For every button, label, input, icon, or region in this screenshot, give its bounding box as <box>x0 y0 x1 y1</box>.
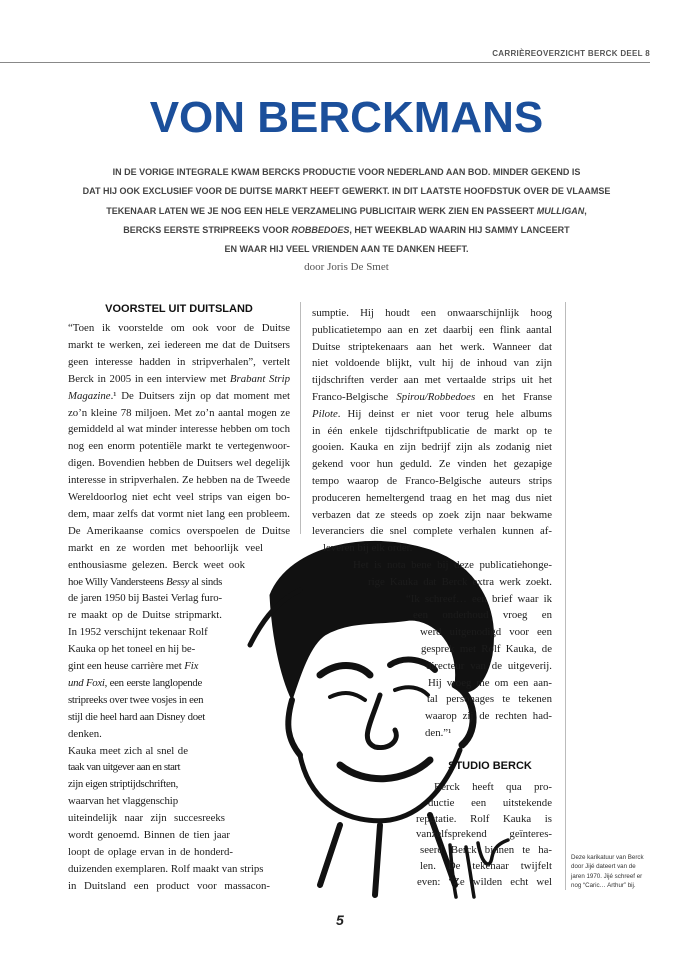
nose <box>367 695 396 748</box>
body-line <box>68 489 290 506</box>
body-line <box>312 439 552 456</box>
body-line <box>68 354 290 371</box>
body-line <box>68 455 290 472</box>
body-line <box>68 709 205 726</box>
body-line <box>68 658 197 675</box>
text-run: sumptie. Hij houdt een onwaarschijnlijk hoog <box>312 307 552 319</box>
body-line <box>68 421 290 438</box>
text-run: “Toen ik voorstelde om ook voor de Duitse <box>68 322 290 334</box>
page-title <box>0 92 693 144</box>
text-run: Duitse striptekenaars aan het werk. Wanneer dat <box>312 340 552 353</box>
body-line <box>426 658 552 675</box>
body-line <box>68 624 207 641</box>
text-run: wordt genoemd. Binnen de tien jaar <box>68 829 230 841</box>
text-run: stijl die heel hard aan Disney doet <box>68 710 205 723</box>
body-line <box>68 692 203 709</box>
text-run: markt te werken, zei iedereen me dat de Duitsers <box>68 338 290 351</box>
text-run: De Amerikaanse comics overspoelen de Duitse <box>68 524 290 537</box>
text-run: stripreeks over twee vosjes in een <box>68 693 204 706</box>
text-run: Franco-Belgische <box>312 391 397 403</box>
body-line <box>312 423 552 440</box>
text-run: rige Kauka dat Berck extra werk zoekt. <box>368 575 552 588</box>
text-run: “Ik schreef… een brief waar ik <box>406 592 552 605</box>
text-run: TEKENAAR LATEN WE JE NOG EEN HELE VERZAMELING PUBLICITAIR WERK ZIEN EN PASSEERT <box>106 205 537 216</box>
text-run: tijdschriften verder aan met vertaalde strips uit het <box>312 374 552 387</box>
body-line <box>312 490 552 507</box>
italic-title: Pilote <box>312 407 338 420</box>
body-line <box>68 337 290 354</box>
text-run: denken. <box>68 727 102 740</box>
text-run: nog een enorm potentiële markt te vertegenwoor- <box>68 440 290 453</box>
body-line <box>68 810 225 827</box>
body-line <box>417 874 552 891</box>
caption-line: jaren 1970. Jijé schreef er <box>571 872 643 880</box>
body-line <box>68 320 290 337</box>
italic-title: Magazine <box>68 389 111 402</box>
body-line <box>312 507 552 524</box>
hair-strand <box>288 700 300 755</box>
body-line <box>353 557 552 574</box>
text-run: werd uitgenodigd voor een <box>420 626 552 639</box>
text-run: DAT HIJ OOK EXCLUSIEF VOOR DE DUITSE MARKT HEEFT GEWERKT. IN DIT LAATSTE HOOFDSTUK OVER DE VLAAMSE <box>82 186 611 197</box>
section-heading-voorstel <box>68 303 290 315</box>
intro-line <box>0 182 693 201</box>
italic-title: Spirou/Robbedoes <box>396 391 476 403</box>
body-line <box>68 371 290 388</box>
body-line <box>312 339 552 356</box>
body-line <box>416 826 552 843</box>
text-run: en het Franse <box>475 391 553 403</box>
body-line <box>68 726 200 743</box>
italic-title: ROBBEDOES <box>291 224 350 235</box>
text-run: taak van uitgever aan en start <box>68 761 180 774</box>
text-run: geen interesse hadden in stripverhalen”, vertelt <box>68 355 290 368</box>
text-run: Hij vroeg me om een aan- <box>428 676 552 689</box>
body-line <box>312 305 552 322</box>
text-run: tempo waarop de Franco-Belgische auteurs strips <box>312 475 552 487</box>
text-run: een onderhoud vroeg en <box>413 609 552 622</box>
page-number: 5 <box>336 912 344 928</box>
body-line <box>428 795 552 812</box>
text-run: enthousiasme gelezen. Berck weet ook <box>68 558 245 571</box>
body-line <box>420 842 552 859</box>
text-run: uiteindelijk naar zijn succesreeks <box>68 812 225 825</box>
brow <box>320 666 370 675</box>
text-run: In 1952 verschijnt tekenaar Rolf <box>68 626 208 639</box>
text-run: BERCKS EERSTE STRIPREEKS VOOR <box>123 224 292 235</box>
text-run: gooien. Kauka en zijn bedrijf zijn als zodanig niet <box>312 441 552 454</box>
text-run: IN DE VORIGE INTEGRALE KWAM BERCKS PRODUCTIE VOOR NEDERLAND AAN BOD. MINDER GEKEND IS <box>112 167 581 177</box>
body-line <box>416 811 552 828</box>
text-run: in Duitsland een product voor massacon- <box>68 879 270 892</box>
text-run: verbazen dat ze steeds op zoek zijn naar bekwame <box>312 508 552 521</box>
body-line <box>420 858 552 875</box>
body-line <box>68 827 230 844</box>
text-run: re maakt op de Duitse stripmarkt. <box>68 609 222 622</box>
text-run: niet voldoende blijkt, vult hij de inhoud van zijn <box>312 357 552 370</box>
intro-lead <box>0 163 693 259</box>
italic-title: Brabant Strip <box>229 372 290 385</box>
body-line <box>68 557 245 574</box>
body-line <box>312 523 552 540</box>
body-line <box>68 641 195 658</box>
text-run: duizenden exemplaren. Rolf maakt van strips <box>68 862 264 875</box>
text-run: de jaren 1950 bij Bastei Verlag furo- <box>68 592 222 605</box>
text-run: publicatietempo aan en zet daarbij een flink aantal <box>312 323 552 336</box>
body-line <box>68 590 222 607</box>
body-line <box>427 691 552 708</box>
text-run: markt en ze worden met behoorlijk veel <box>68 541 263 554</box>
text-run: reputatie. Rolf Kauka is <box>416 812 552 825</box>
body-line <box>68 472 290 489</box>
body-line <box>368 574 552 591</box>
text-run: vanzelfsprekend geïnteres- <box>416 828 552 841</box>
text-run: even: “Ze wilden echt wel <box>417 875 552 888</box>
text-run: waarop zij de rechten had- <box>425 710 552 723</box>
text-run: hoe Willy Vandersteens <box>68 575 166 588</box>
text-run: loopt de oplage ervan in de honderd- <box>68 845 233 858</box>
text-run: al sinds <box>189 575 222 588</box>
text-run: seerd Berck binnen te ha- <box>420 844 552 857</box>
intro-line <box>0 240 693 259</box>
italic-title: Fix <box>184 660 199 672</box>
text-run: Berck in 2005 in een interview met <box>68 372 230 385</box>
text-run: , <box>584 205 587 216</box>
text-run: , een eerste langlopende <box>104 676 202 689</box>
text-run: gekend voor hun geduld. Ze vinden het gezapige <box>312 458 552 471</box>
text-run: Kauka op het toneel en hij be- <box>68 643 196 656</box>
body-line <box>68 438 290 455</box>
caption-line: door Jijé dateert van de <box>571 863 636 871</box>
italic-title: MULLIGAN <box>536 205 585 216</box>
eye <box>395 687 428 695</box>
body-line <box>323 540 552 557</box>
body-line <box>68 878 270 895</box>
text-run: Kauka meet zich al snel de <box>68 744 188 757</box>
text-run: leveren bij elk order. <box>323 542 413 555</box>
text-run: , HET WEEKBLAD WAARIN HIJ SAMMY LANCEERT <box>349 224 570 235</box>
column-divider <box>565 302 566 890</box>
body-line <box>68 776 178 793</box>
body-line <box>68 405 290 422</box>
italic-title: und Foxi <box>68 676 105 689</box>
body-line <box>312 372 552 389</box>
text-run: den.”¹ <box>425 727 452 739</box>
body-line <box>413 607 552 624</box>
body-line <box>68 743 188 760</box>
body-line <box>420 624 552 641</box>
caption-line: Deze karikatuur van Berck <box>571 854 644 861</box>
text-run: gesprek met Rolf Kauka, de <box>421 643 552 655</box>
text-run: len. De tekenaar twijfelt <box>420 860 552 872</box>
text-run: leveranciers die snel complete verhalen kunnen af- <box>312 525 552 538</box>
image-caption <box>571 853 653 891</box>
body-line <box>68 861 262 878</box>
intro-line <box>0 163 693 182</box>
text-run: interesse in stripverhalen. Ze hebben na de Tweede <box>68 474 290 487</box>
text-run: zo’n kleine 78 miljoen. Met zo’n aantal mogen ze <box>68 406 290 419</box>
text-run: digen. Bovendien hebben de Duitsers wel degelijk <box>68 457 290 470</box>
intro-line <box>0 221 693 240</box>
body-line <box>68 388 290 405</box>
text-run: Het is nota bene bij deze publicatiehonge- <box>353 559 552 571</box>
mouth <box>340 760 430 779</box>
body-line <box>312 473 552 490</box>
body-line <box>68 675 202 692</box>
body-line <box>312 456 552 473</box>
page-title-text: VON BERCKMANS <box>149 93 544 142</box>
body-line <box>425 725 552 742</box>
text-run: in één enkele tijdschriftpublicatie de markt op te <box>312 424 552 437</box>
running-header-text: CARRIÈREOVERZICHT BERCK DEEL 8 <box>492 49 650 58</box>
body-line <box>68 506 290 523</box>
body-line <box>425 708 552 725</box>
text-run: EN WAAR HIJ VEEL VRIENDEN AAN TE DANKEN HEEFT. <box>224 244 469 255</box>
section-heading-text: VOORSTEL UIT DUITSLAND <box>105 303 253 315</box>
text-run: directeur van de uitgeverij. <box>426 659 552 672</box>
column-divider <box>300 302 301 534</box>
text-run: produceren hemeltergend traag en het mag dus niet <box>312 491 552 504</box>
body-line <box>68 523 290 540</box>
italic-title: Bessy <box>165 575 190 588</box>
body-line <box>421 641 552 658</box>
eye <box>330 693 365 700</box>
body-line <box>312 322 552 339</box>
body-line <box>312 355 552 372</box>
text-run: ductie een uitstekende <box>428 796 552 809</box>
body-line <box>312 406 552 423</box>
running-header <box>0 48 650 63</box>
text-run: zijn eigen striptijdschriften, <box>68 778 179 791</box>
text-run: waarvan het vlaggenschip <box>68 795 178 808</box>
body-line <box>428 675 552 692</box>
body-line <box>68 844 233 861</box>
text-run: Berck heeft qua pro- <box>434 781 552 793</box>
body-line <box>68 607 222 624</box>
text-run: .¹ De Duitsers zijn op dat moment met <box>110 389 290 402</box>
body-line <box>406 591 552 608</box>
text-run: tal personages te tekenen <box>427 693 552 706</box>
body-line <box>68 540 263 557</box>
text-run: Wereldoorlog niet echt veel strips van eigen bo- <box>68 491 290 503</box>
body-line <box>68 759 180 776</box>
byline: door Joris De Smet <box>304 261 389 273</box>
body-line <box>68 793 178 810</box>
caption-line: nog “Caric… Arthur” bij. <box>571 882 636 890</box>
text-run: . Hij deinst er niet voor terug hele albums <box>337 407 552 420</box>
text-run: gemiddeld al wat minder interesse hebben om toch <box>68 423 290 436</box>
body-line <box>312 389 552 406</box>
text-run: gint een heuse carrière met <box>68 660 185 672</box>
text-run: dem, maar zelfs dat vormt niet lang een probleem. <box>68 507 290 520</box>
body-line <box>68 574 222 591</box>
section-heading-text: STUDIO BERCK <box>448 760 532 772</box>
body-line <box>434 779 552 796</box>
intro-line <box>0 202 693 221</box>
